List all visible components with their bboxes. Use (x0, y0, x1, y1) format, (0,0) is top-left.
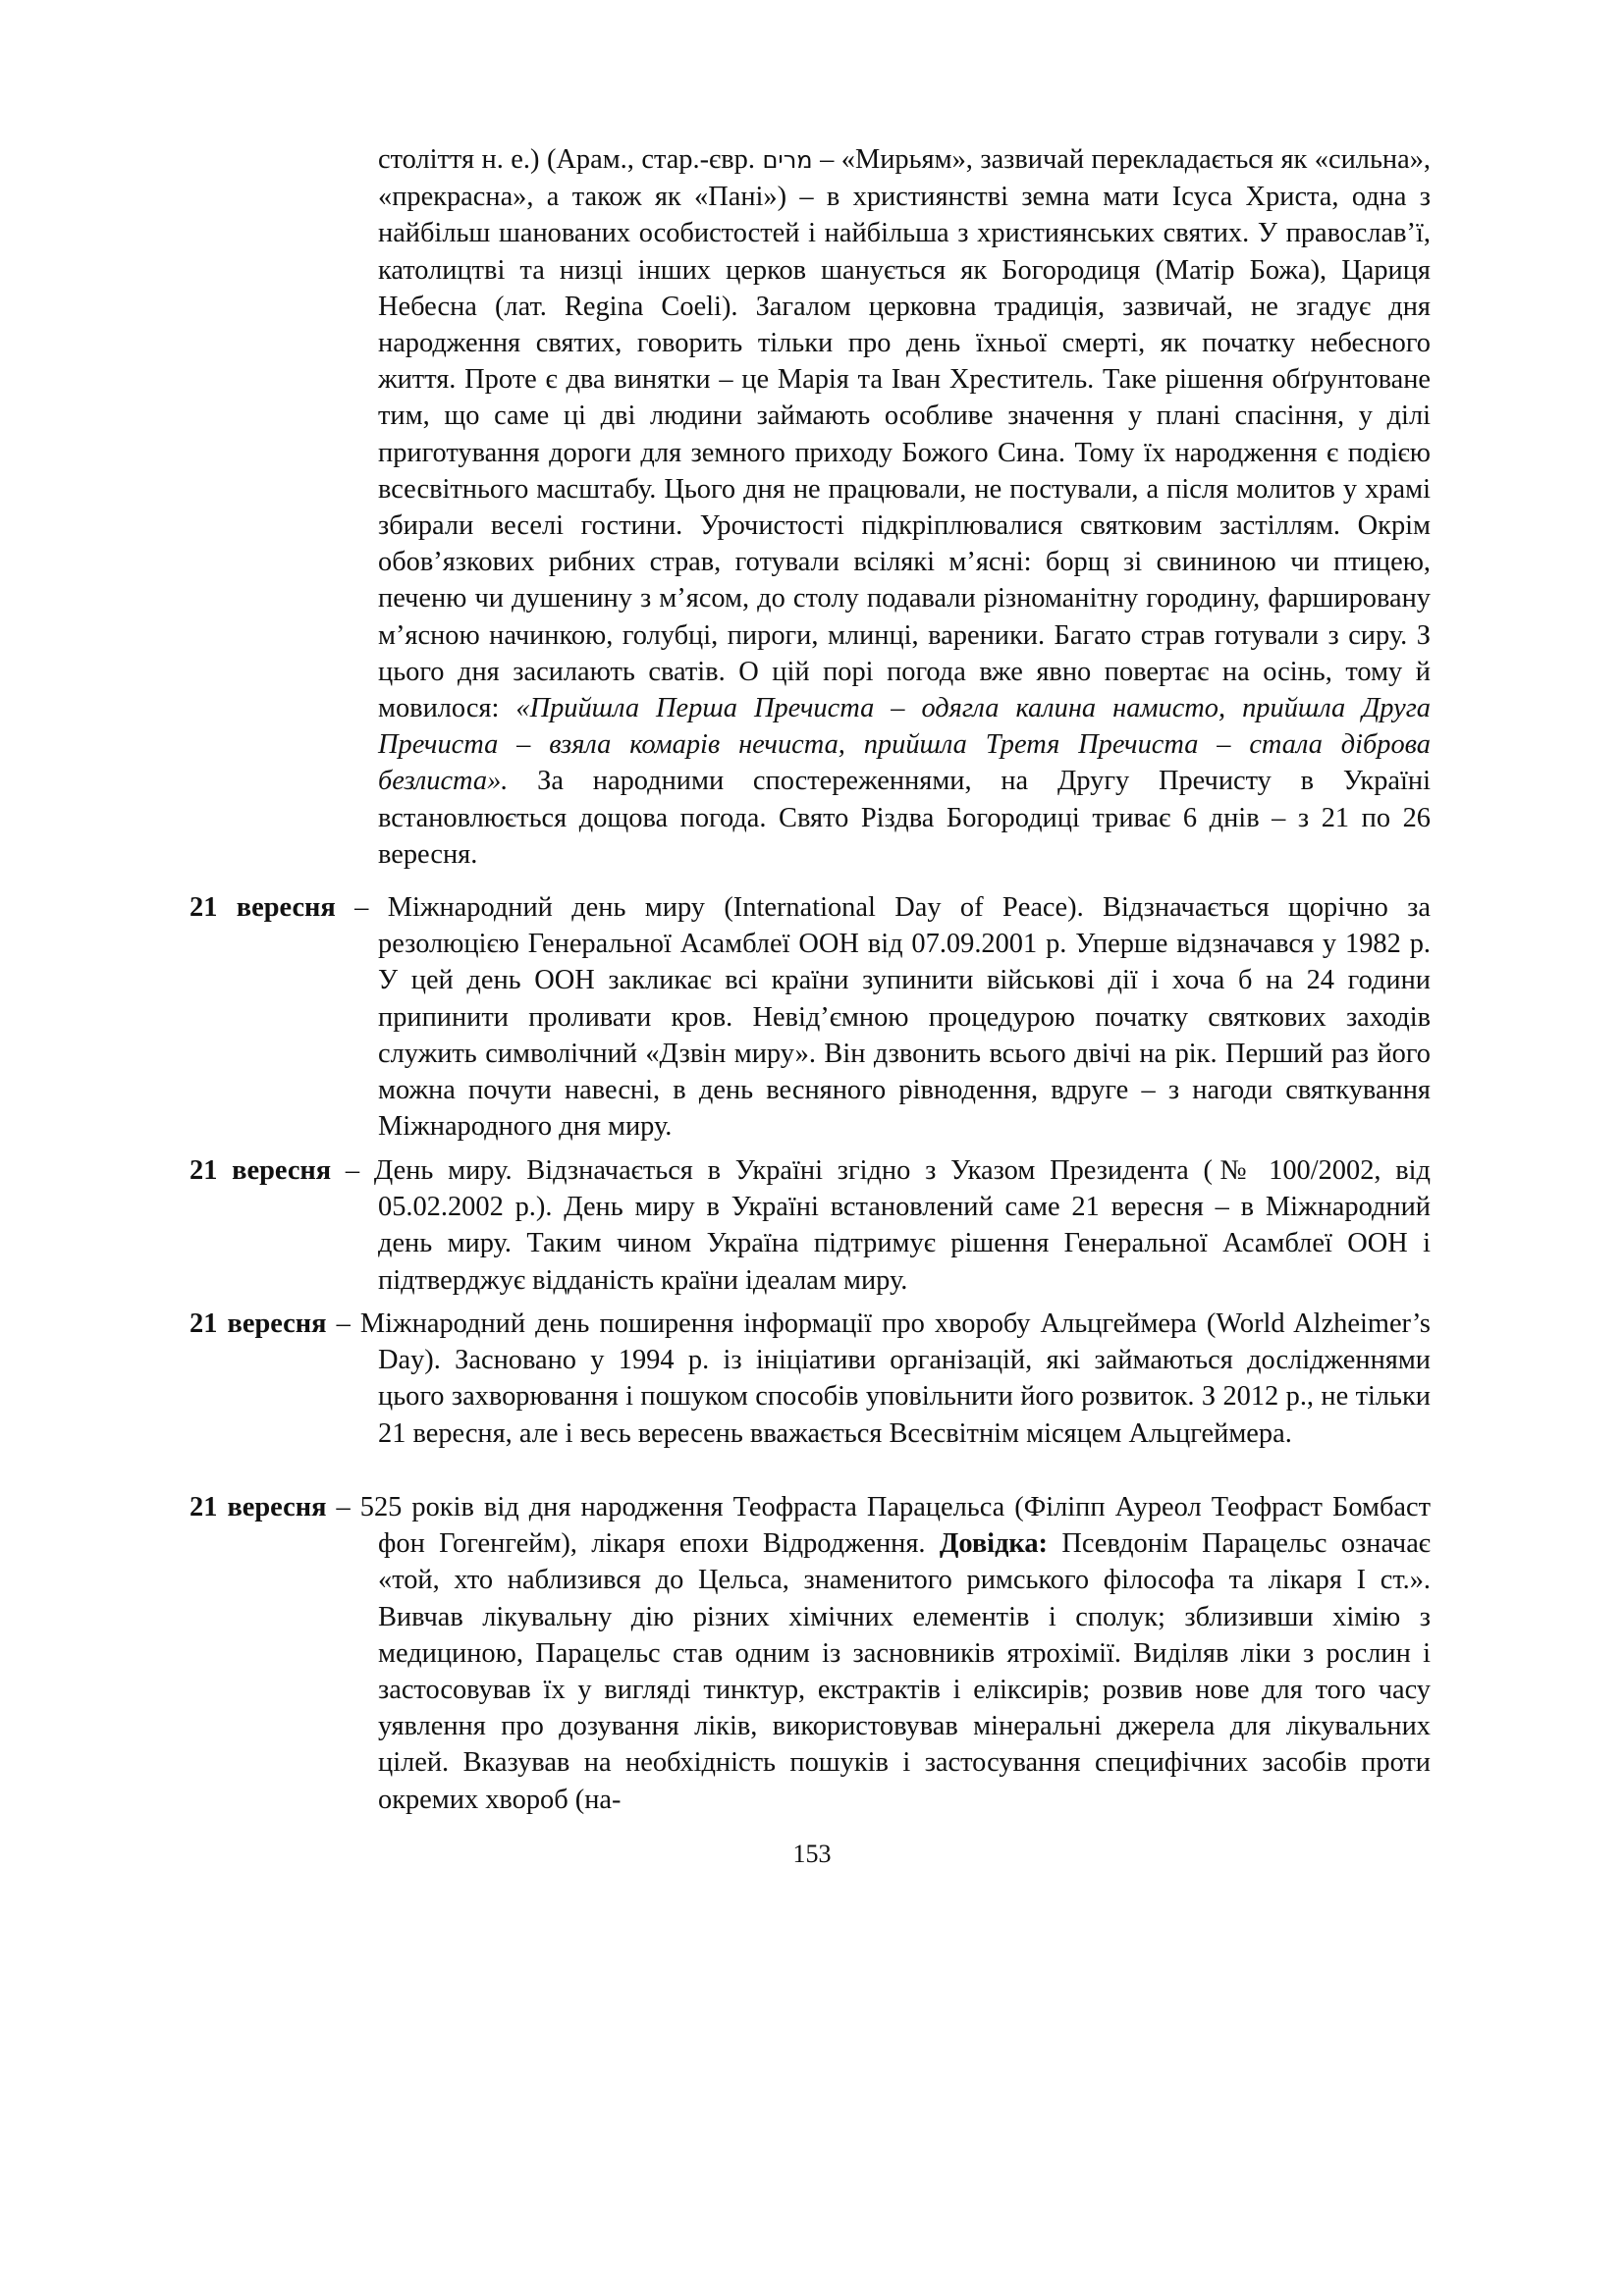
reference-label: Довідка: (939, 1528, 1049, 1560)
calendar-entry (189, 889, 1431, 1145)
entry-text: – Міжнародний день поширення інформації про хворобу Альцгеймера (World Alzheimer’s Day). Засновано у 1994 р. із ініціативи організацій, які займаються дослідженнями цього захворювання і пошуком способів уповільнити його розвиток. З 2012 р., не тільки 21 вересня, але і весь вересень вважається Всесвітнім місяцем Альцгеймера. (326, 1308, 1431, 1449)
entry-text: – День миру. Відзначається в Україні згідно з Указом Президента (№ 100/2002, від 05.02.2002 р.). День миру в Україні встановлений саме 21 вересня – в Міжнародний день миру. Таким чином Україна підтримує рішення Генеральної Асамблеї ООН і підтверджує відданість країни ідеалам миру. (331, 1155, 1431, 1296)
folk-saying-quote: «Прийшла Перша Пречиста – одягла калина намисто, прийшла Друга Пречиста – взяла комарів нечиста, прийшла Третя Пречиста – стала діброва безлиста». (378, 693, 1431, 797)
hebrew-word: מרים (762, 146, 813, 174)
entry-text: – 525 років від дня народження Теофраста Парацельса (Філіпп Ауреол Теофраст Бомбаст фон Гогенгейм), лікаря епохи Відродження. (326, 1492, 1431, 1560)
calendar-entry (189, 1152, 1431, 1299)
entry-text: – Міжнародний день миру (International Day of Peace). Відзначається щорічно за резолюцією Генеральної Асамблеї ООН від 07.09.2001 р. Уперше відзначався у 1982 р. У цей день ООН закликає всі країни зупинити військові дії і хоча б на 24 години припинити проливати кров. Невід’ємною процедурою початку святкових заходів служить символічний «Дзвін миру». Він дзвонить всього двічі на рік. Перший раз його можна почути навесні, в день весняного рівнодення, вдруге – з нагоди святкування Міжнародного дня миру. (335, 892, 1432, 1143)
entry-date: 21 вересня (189, 1308, 327, 1339)
continuation-paragraph (189, 141, 1431, 873)
page-number: 153 (792, 1840, 832, 1868)
calendar-entry (189, 1306, 1431, 1452)
entry-date: 21 вересня (189, 1492, 327, 1522)
entry-date: 21 вересня (189, 892, 336, 923)
entry-text-continued: Псевдонім Парацельс означає «той, хто наблизився до Цельса, знаменитого римського філософа та лікаря І ст.». Вивчав лікувальну дію різних хімічних елементів і сполук; зблизивши хімію з медициною, Парацельс став одним із засновників ятрохімії. Виділяв ліки з рослин і застосовував їх у вигляді тинктур, екстрактів і еліксирів; розвив нове для того часу уявлення про дозування ліків, використовував мінеральні джерела для лікувальних цілей. Вказував на необхідність пошуків і застосування специфічних засобів проти окремих хвороб (на- (378, 1528, 1431, 1815)
calendar-entry (189, 1489, 1431, 1818)
continuation-text-part-2: – «Мирьям», зазвичай перекладається як «сильна», «прекрасна», а також як «Пані») – в християнстві земна мати Ісуса Христа, одна з найбільш шанованих особистостей і найбільша з християнських святих. У православ’ї, католицтві та низці інших церков шанується як Богородиця (Матір Божа), Цариця Небесна (лат. Regina Coeli). Загалом церковна традиція, зазвичай, не згадує дня народження святих, говорить тільки про день їхньої смерті, як початку небесного життя. Проте є два винятки – це Марія та Іван Хреститель. Таке рішення обґрунтоване тим, що саме ці дві людини займають особливе значення у плані спасіння, у ділі приготування дороги для земного приходу Божого Сина. Тому їх народження є подією всесвітнього масштабу. Цього дня не працювали, не постували, а після молитов у храмі збирали веселі гостини. Урочистості підкріплювалися святковим застіллям. Окрім обов’язкових рибних страв, готували всілякі м’ясні: борщ зі свининою чи птицею, печеню чи душенину з м’ясом, до столу подавали різноманітну городину, фаршировану м’ясною начинкою, голубці, пироги, млинці, вареники. Багато страв готували з сиру. З цього дня засилають сватів. О цій порі погода вже явно повертає на осінь, тому й мовилося: (378, 144, 1431, 724)
entry-date: 21 вересня (189, 1155, 332, 1186)
continuation-text-part-1: століття н. е.) (Арам., стар.-євр. (378, 144, 763, 175)
continuation-text-part-3: За народними спостереженнями, на Другу Пречисту в Україні встановлюється дощова погода. Свято Різдва Богородиці триває 6 днів – з 21 по 26 вересня. (378, 766, 1431, 870)
